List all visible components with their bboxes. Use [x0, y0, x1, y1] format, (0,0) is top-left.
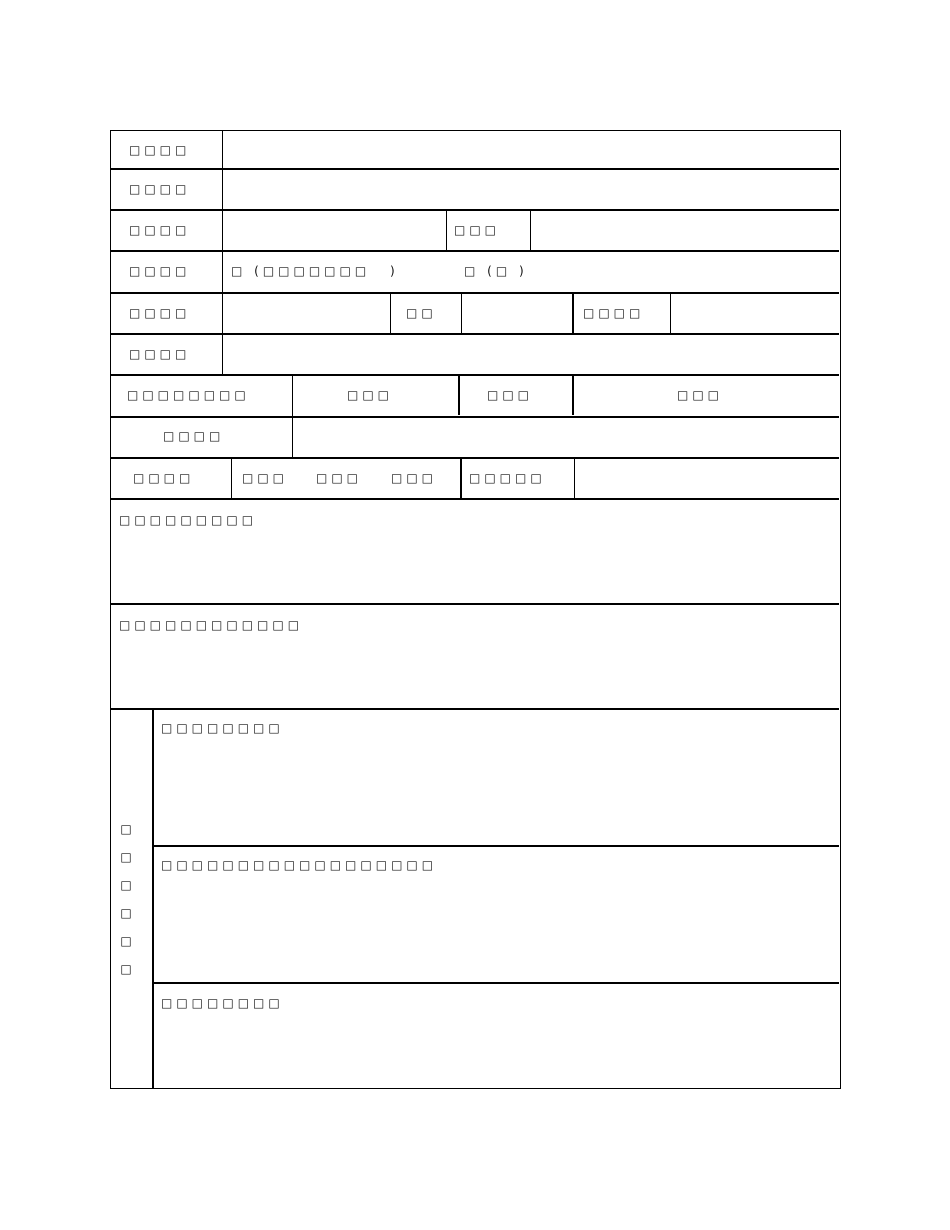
col-divider [572, 374, 574, 415]
row5-mid-label: □□ [406, 306, 437, 320]
col-divider [390, 292, 391, 333]
col-divider [222, 131, 223, 374]
col-divider [460, 457, 462, 498]
side-label-char: □ [120, 906, 132, 920]
side-label-char: □ [120, 850, 132, 864]
row3-label: □□□□ [129, 223, 191, 237]
row3-mid-label: □□□ [454, 223, 501, 237]
row-divider [111, 416, 839, 418]
row7-col2: □□□ [347, 388, 394, 402]
sub3-title: □□□□□□□□ [161, 996, 284, 1010]
col-divider [530, 209, 531, 250]
row9-option2: □□□ [316, 471, 363, 485]
col-divider [152, 708, 154, 1088]
row7-col4: □□□ [677, 388, 724, 402]
col-divider [670, 292, 671, 333]
row5-label: □□□□ [129, 306, 191, 320]
side-label-char: □ [120, 822, 132, 836]
row9-option3: □□□ [391, 471, 438, 485]
col-divider [231, 457, 232, 498]
row9-option1: □□□ [242, 471, 289, 485]
side-label-char: □ [120, 878, 132, 892]
row9-label: □□□□ [133, 471, 195, 485]
row1-label: □□□□ [129, 143, 191, 157]
row7-col3: □□□ [487, 388, 534, 402]
row-divider [153, 982, 839, 984]
row4-option2: □ (□ ) [464, 264, 528, 278]
row-divider [111, 250, 839, 252]
side-label-char: □ [120, 934, 132, 948]
row7-label: □□□□□□□□ [127, 388, 250, 402]
row9-right-label: □□□□□ [469, 471, 546, 485]
row-divider [111, 292, 839, 294]
side-label-char: □ [120, 962, 132, 976]
row4-option1: □ (□□□□□□□ [231, 264, 371, 278]
col-divider [572, 292, 574, 333]
col-divider [458, 374, 460, 415]
sub1-title: □□□□□□□□ [161, 721, 284, 735]
row5-right-label: □□□□ [583, 306, 645, 320]
col-divider [292, 374, 293, 457]
sub2-title: □□□□□□□□□□□□□□□□□□ [161, 858, 438, 872]
row-divider [111, 209, 839, 211]
row-divider [111, 457, 839, 459]
col-divider [446, 209, 447, 250]
row6-label: □□□□ [129, 347, 191, 361]
row-divider [111, 603, 839, 605]
row-divider [111, 333, 839, 335]
row-divider [153, 845, 839, 847]
row-divider [111, 708, 839, 710]
section1-title: □□□□□□□□□ [119, 513, 258, 527]
side-vertical-label [119, 815, 133, 983]
col-divider [574, 457, 575, 498]
application-form [110, 130, 841, 1089]
row-divider [111, 498, 839, 500]
row8-label: □□□□ [163, 429, 225, 443]
col-divider [461, 292, 462, 333]
row-divider [111, 374, 839, 376]
section2-title: □□□□□□□□□□□□ [119, 618, 304, 632]
row4-option1-close: ) [390, 264, 399, 278]
row-divider [111, 168, 839, 170]
row4-label: □□□□ [129, 264, 191, 278]
row2-label: □□□□ [129, 182, 191, 196]
